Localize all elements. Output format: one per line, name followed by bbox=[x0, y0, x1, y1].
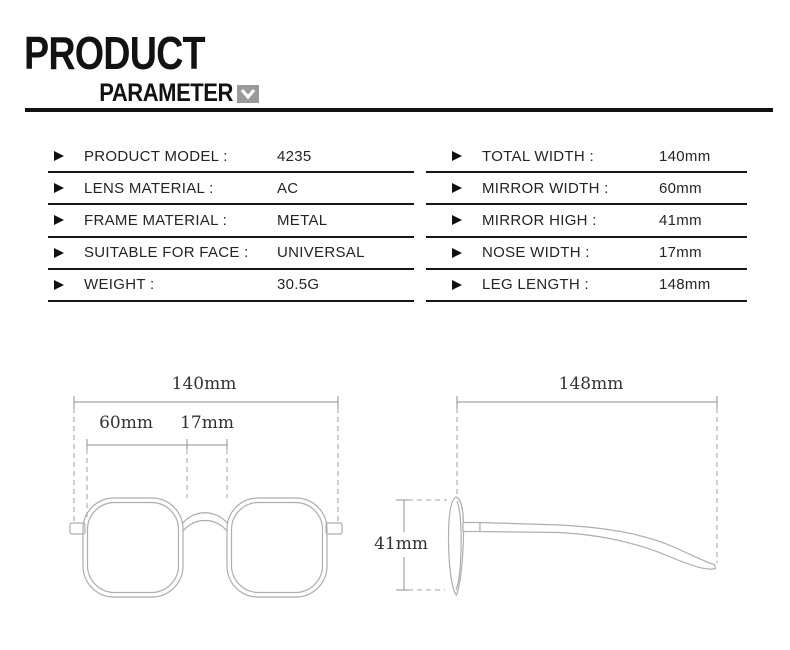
spec-value: 148mm bbox=[659, 276, 711, 294]
spec-value: AC bbox=[277, 179, 299, 197]
arrow-bullet-icon bbox=[54, 151, 64, 161]
page-subtitle: PARAMETER bbox=[99, 79, 233, 107]
header-divider bbox=[25, 108, 773, 112]
spec-value: 4235 bbox=[277, 147, 312, 165]
spec-row-mirror-high bbox=[426, 205, 747, 237]
arrow-bullet-icon bbox=[452, 151, 462, 161]
arrow-bullet-icon bbox=[452, 215, 462, 225]
arrow-bullet-icon bbox=[452, 280, 462, 290]
chevron-down-icon bbox=[237, 85, 259, 103]
spec-label: NOSE WIDTH : bbox=[482, 244, 590, 262]
glasses-side-outline bbox=[449, 497, 716, 595]
temple-length-dimension-label: 148mm bbox=[558, 374, 624, 394]
glasses-dimension-diagram bbox=[0, 360, 790, 650]
spec-value: 140mm bbox=[659, 147, 711, 165]
spec-label: WEIGHT : bbox=[84, 276, 155, 294]
lens-height-dimension-label: 41mm bbox=[374, 534, 428, 554]
spec-label: TOTAL WIDTH : bbox=[482, 147, 594, 165]
spec-row-suitable-face bbox=[48, 238, 414, 270]
spec-value: 60mm bbox=[659, 179, 702, 197]
arrow-bullet-icon bbox=[54, 183, 64, 193]
spec-value: 17mm bbox=[659, 244, 702, 262]
spec-value: 30.5G bbox=[277, 276, 320, 294]
spec-row-product-model bbox=[48, 141, 414, 173]
spec-label: MIRROR HIGH : bbox=[482, 211, 597, 229]
spec-row-lens-material bbox=[48, 173, 414, 205]
spec-table-right bbox=[426, 141, 747, 302]
spec-value: 41mm bbox=[659, 211, 702, 229]
spec-label: SUITABLE FOR FACE : bbox=[84, 244, 249, 262]
spec-row-nose-width bbox=[426, 238, 747, 270]
arrow-bullet-icon bbox=[54, 280, 64, 290]
glasses-front-outline bbox=[70, 498, 342, 597]
front-view-drawing bbox=[70, 374, 342, 597]
lens-width-dimension-label: 60mm bbox=[99, 413, 153, 433]
page-title: PRODUCT bbox=[24, 27, 205, 79]
spec-row-weight bbox=[48, 270, 414, 302]
spec-row-frame-material bbox=[48, 205, 414, 237]
arrow-bullet-icon bbox=[452, 248, 462, 258]
spec-label: MIRROR WIDTH : bbox=[482, 179, 609, 197]
spec-row-mirror-width bbox=[426, 173, 747, 205]
total-width-dimension-label: 140mm bbox=[171, 374, 237, 394]
spec-value: METAL bbox=[277, 211, 328, 229]
arrow-bullet-icon bbox=[54, 248, 64, 258]
side-view-drawing bbox=[374, 374, 717, 595]
spec-row-total-width bbox=[426, 141, 747, 173]
spec-label: LENS MATERIAL : bbox=[84, 179, 214, 197]
arrow-bullet-icon bbox=[54, 215, 64, 225]
spec-value: UNIVERSAL bbox=[277, 244, 365, 262]
spec-label: FRAME MATERIAL : bbox=[84, 211, 228, 229]
spec-table-left bbox=[48, 141, 414, 302]
arrow-bullet-icon bbox=[452, 183, 462, 193]
nose-width-dimension-label: 17mm bbox=[180, 413, 234, 433]
spec-label: PRODUCT MODEL : bbox=[84, 147, 228, 165]
spec-row-leg-length bbox=[426, 270, 747, 302]
spec-label: LEG LENGTH : bbox=[482, 276, 589, 294]
